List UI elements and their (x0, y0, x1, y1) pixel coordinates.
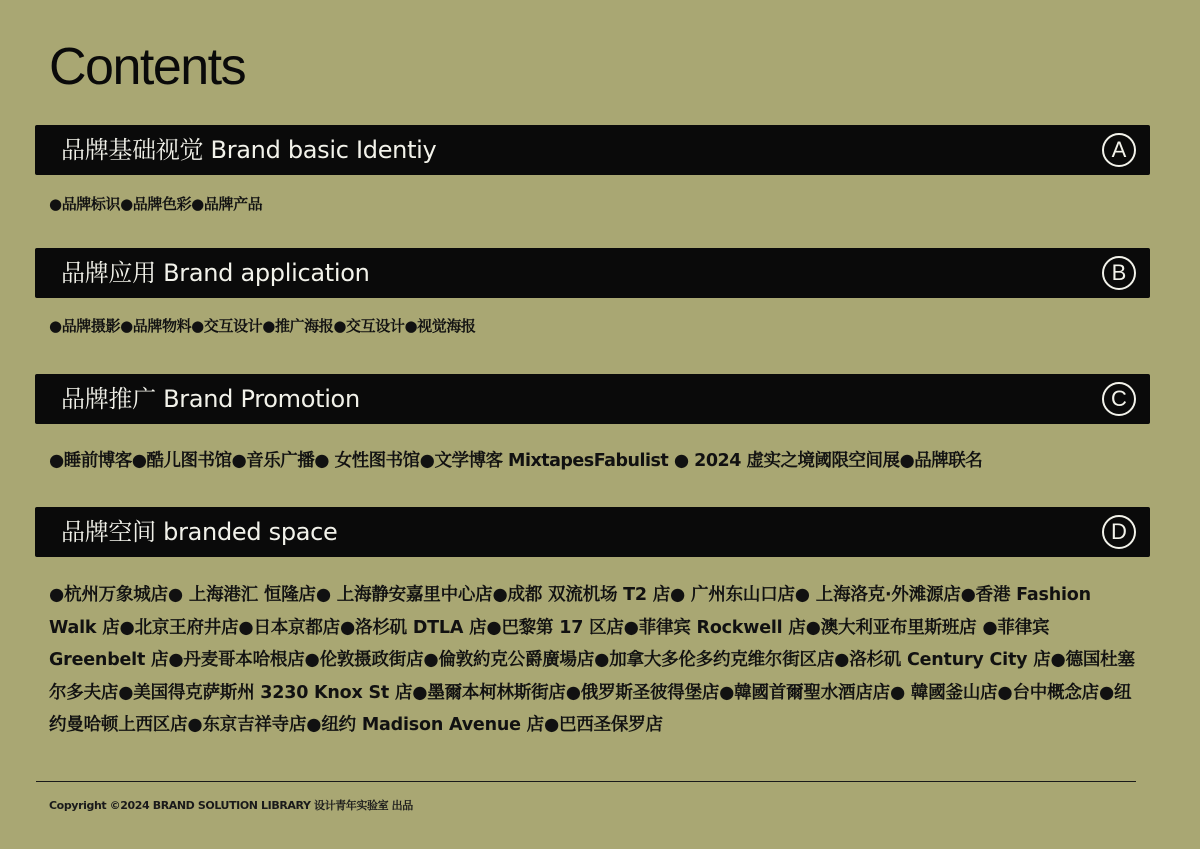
section-header-brand-promotion[interactable] (35, 374, 1150, 424)
section-items: ●睡前博客●酷儿图书馆●音乐广播● 女性图书馆●文学博客 MixtapesFabulist ● 2024 虚实之境阈限空间展●品牌联名 (49, 451, 983, 471)
section-title: 品牌应用 Brand application (61, 259, 370, 287)
section-items: ●品牌标识●品牌色彩●品牌产品 (49, 195, 263, 213)
section-letter-badge: D (1102, 515, 1136, 549)
section-letter-badge: A (1102, 133, 1136, 167)
section-items: ●品牌摄影●品牌物料●交互设计●推广海报●交互设计●视觉海报 (49, 317, 476, 335)
section-header-brand-basic-identity[interactable] (35, 125, 1150, 175)
section-header-branded-space[interactable] (35, 507, 1150, 557)
section-items: ●杭州万象城店● 上海港汇 恒隆店● 上海静安嘉里中心店●成都 双流机场 T2 店● 广州东山口店● 上海洛克·外滩源店●香港 Fashion Walk 店●北京王府井店●日本京都店●洛杉矶 DTLA 店●巴黎第 17 区店●菲律宾 Rockwell 店●澳大利亚布里斯班店 ●菲律宾 Greenbelt 店●丹麦哥本哈根店●伦敦摄政街店●倫敦約克公爵廣場店●加拿大多伦多约克维尔街区店●洛杉矶 Century City 店●德国杜塞尔多夫店●美国得克萨斯州 3230 Knox St 店●墨爾本柯林斯街店●俄罗斯圣彼得堡店●韓國首爾聖水酒店店● 韓國釜山店●台中概念店●纽约曼哈顿上西区店●东京吉祥寺店●纽约 Madison Avenue 店●巴西圣保罗店 (49, 585, 1135, 735)
section-title: 品牌基础视觉 Brand basic Identiy (61, 136, 437, 164)
section-letter-badge: C (1102, 382, 1136, 416)
section-header-brand-application[interactable] (35, 248, 1150, 298)
section-title: 品牌空间 branded space (61, 518, 338, 546)
footer-copyright: Copyright ©2024 BRAND SOLUTION LIBRARY 设计青年实验室 出品 (49, 799, 413, 812)
section-letter-badge: B (1102, 256, 1136, 290)
section-title: 品牌推广 Brand Promotion (61, 385, 360, 413)
footer-divider (36, 781, 1136, 782)
page-title: Contents (49, 38, 246, 96)
